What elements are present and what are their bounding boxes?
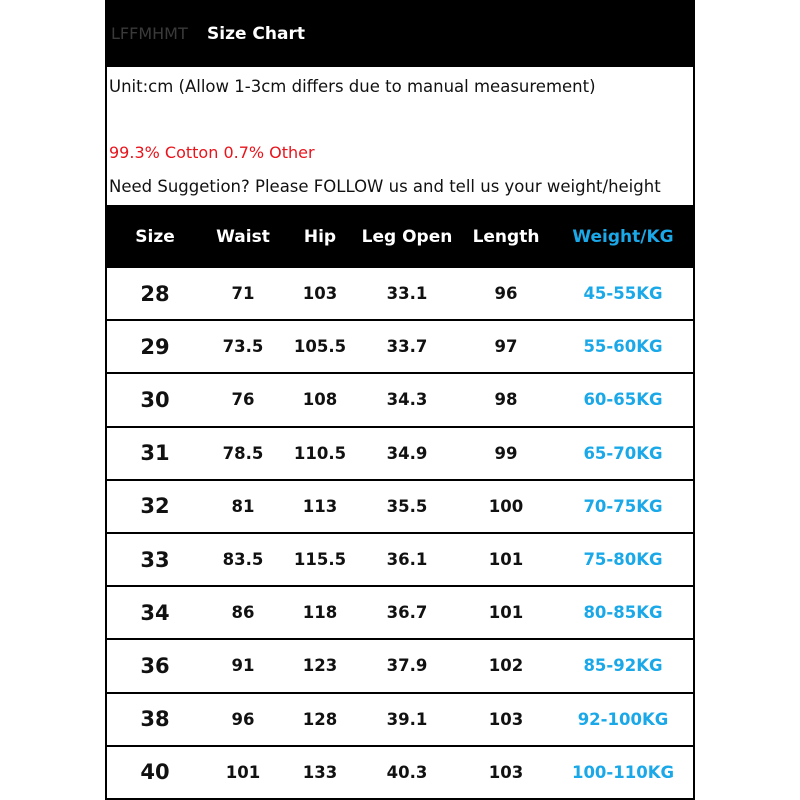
cell-leg-open: 33.1 [386, 284, 428, 304]
table-row [105, 534, 695, 587]
table-row [105, 481, 695, 534]
cell-length: 98 [494, 390, 518, 410]
cell-hip: 103 [302, 284, 338, 304]
cell-waist: 91 [231, 656, 255, 676]
cell-hip: 123 [302, 656, 338, 676]
fabric-composition: 99.3% Cotton 0.7% Other [109, 143, 315, 162]
cell-length: 96 [494, 284, 518, 304]
cell-size: 30 [140, 387, 170, 412]
cell-waist: 73.5 [222, 337, 264, 357]
table-row [105, 268, 695, 321]
cell-weight: 70-75KG [583, 496, 663, 516]
cell-size: 31 [140, 441, 170, 466]
cell-waist: 71 [231, 284, 255, 304]
table-row [105, 428, 695, 481]
table-body [105, 268, 695, 800]
cell-hip: 113 [302, 496, 338, 516]
cell-length: 101 [488, 550, 524, 570]
cell-length: 103 [488, 709, 524, 729]
cell-length: 103 [488, 762, 524, 782]
table-row [105, 747, 695, 800]
table-row [105, 321, 695, 374]
cell-weight: 60-65KG [583, 390, 663, 410]
cell-weight: 100-110KG [571, 762, 675, 782]
cell-size: 28 [140, 281, 170, 306]
cell-leg-open: 34.9 [386, 443, 428, 463]
cell-size: 33 [140, 547, 170, 572]
column-header-waist: Waist [216, 226, 270, 247]
cell-weight: 45-55KG [583, 284, 663, 304]
brand-name: LFFMHMT [111, 24, 188, 43]
table-row [105, 694, 695, 747]
cell-length: 100 [488, 496, 524, 516]
cell-waist: 101 [225, 762, 261, 782]
cell-weight: 75-80KG [583, 550, 663, 570]
column-header-size: Size [135, 226, 175, 247]
chart-title: Size Chart [207, 24, 305, 44]
cell-size: 32 [140, 494, 170, 519]
cell-size: 40 [140, 760, 170, 785]
title-bar [105, 0, 695, 67]
cell-hip: 115.5 [293, 550, 347, 570]
suggestion-note: Need Suggetion? Please FOLLOW us and tell us your weight/height [109, 177, 661, 196]
size-table [105, 205, 695, 800]
cell-length: 99 [494, 443, 518, 463]
cell-leg-open: 36.7 [386, 603, 428, 623]
cell-size: 38 [140, 707, 170, 732]
table-header-row [105, 205, 695, 268]
column-header-weight: Weight/KG [572, 226, 674, 247]
cell-leg-open: 34.3 [386, 390, 428, 410]
cell-length: 97 [494, 337, 518, 357]
table-row [105, 374, 695, 427]
cell-waist: 83.5 [222, 550, 264, 570]
cell-weight: 55-60KG [583, 337, 663, 357]
cell-hip: 110.5 [293, 443, 347, 463]
cell-hip: 133 [302, 762, 338, 782]
cell-hip: 105.5 [293, 337, 347, 357]
cell-hip: 128 [302, 709, 338, 729]
cell-size: 34 [140, 600, 170, 625]
cell-length: 101 [488, 603, 524, 623]
cell-leg-open: 37.9 [386, 656, 428, 676]
cell-waist: 81 [231, 496, 255, 516]
column-header-hip: Hip [303, 226, 337, 247]
cell-waist: 78.5 [222, 443, 264, 463]
cell-size: 29 [140, 334, 170, 359]
cell-size: 36 [140, 653, 170, 678]
column-header-length: Length [472, 226, 540, 247]
cell-leg-open: 33.7 [386, 337, 428, 357]
cell-hip: 118 [302, 603, 338, 623]
cell-leg-open: 40.3 [386, 762, 428, 782]
cell-waist: 96 [231, 709, 255, 729]
cell-weight: 80-85KG [583, 603, 663, 623]
column-header-leg-open: Leg Open [361, 226, 453, 247]
cell-weight: 92-100KG [577, 709, 669, 729]
cell-leg-open: 35.5 [386, 496, 428, 516]
cell-length: 102 [488, 656, 524, 676]
cell-hip: 108 [302, 390, 338, 410]
cell-leg-open: 36.1 [386, 550, 428, 570]
table-row [105, 640, 695, 693]
cell-waist: 76 [231, 390, 255, 410]
cell-weight: 65-70KG [583, 443, 663, 463]
table-row [105, 587, 695, 640]
cell-leg-open: 39.1 [386, 709, 428, 729]
unit-note: Unit:cm (Allow 1-3cm differs due to manual measurement) [109, 77, 596, 96]
cell-weight: 85-92KG [583, 656, 663, 676]
cell-waist: 86 [231, 603, 255, 623]
